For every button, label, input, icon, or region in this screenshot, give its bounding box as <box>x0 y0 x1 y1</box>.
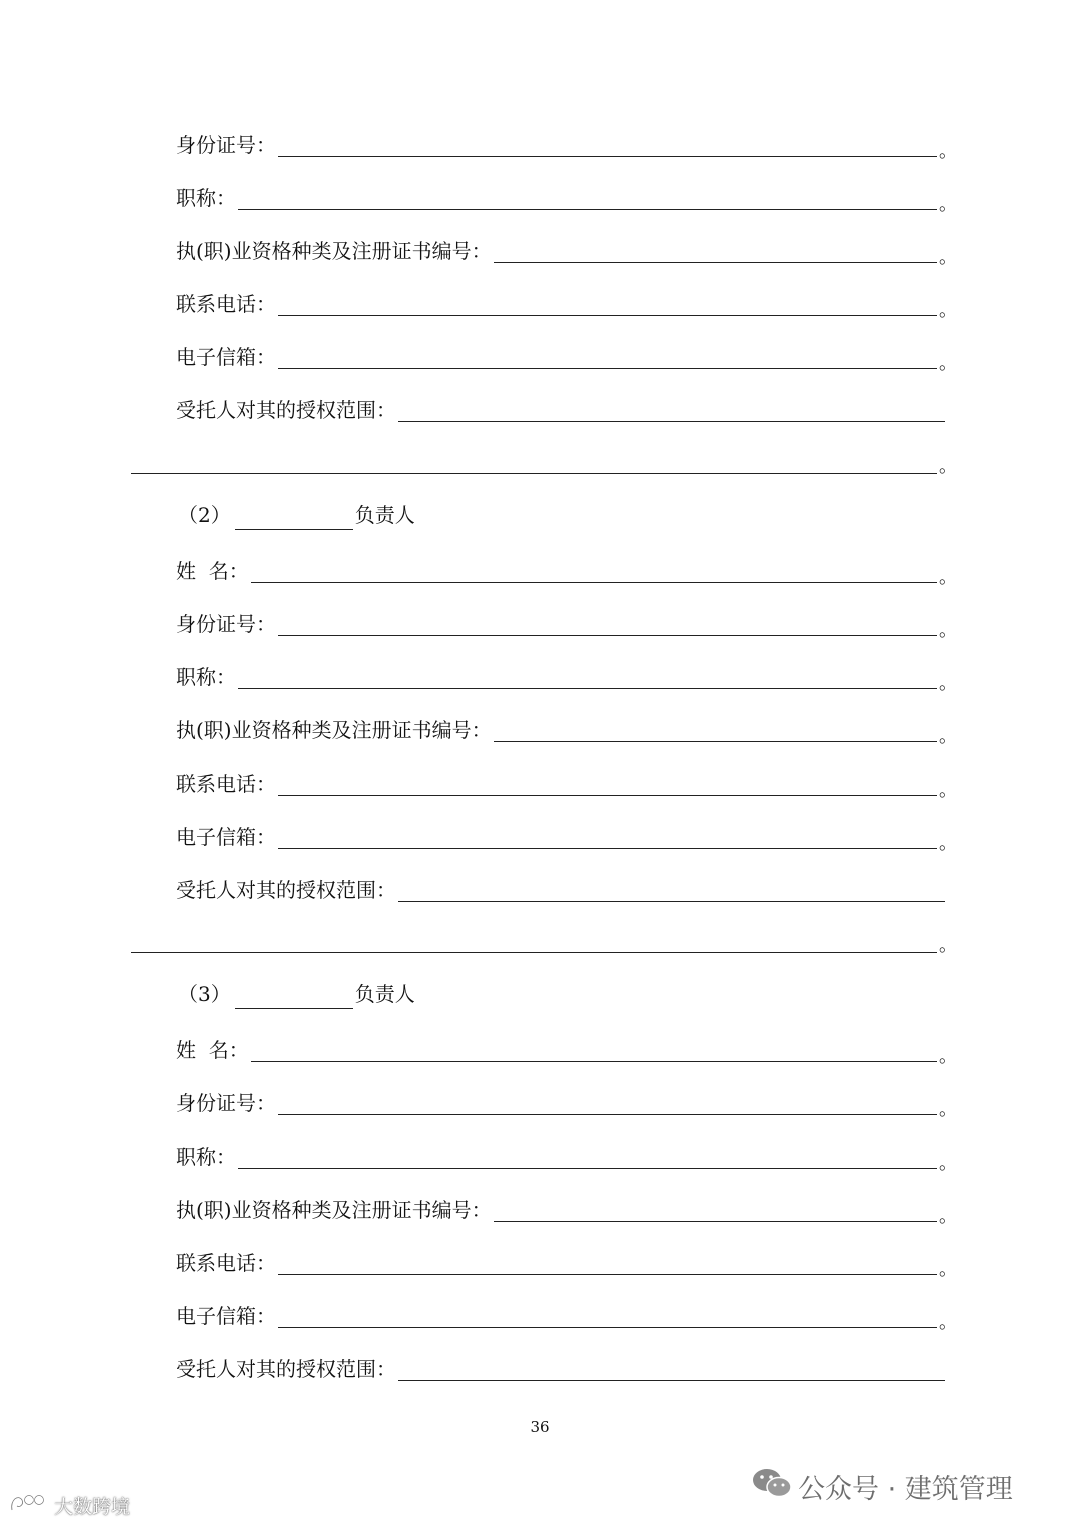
field-label: 联系电话： <box>176 1251 276 1275</box>
period: 。 <box>939 935 957 956</box>
fill-line <box>278 848 937 849</box>
fill-line <box>494 741 937 742</box>
watermark-brand-text: 大数跨境 <box>54 1496 131 1518</box>
form-field <box>176 127 957 162</box>
fill-line <box>278 315 937 316</box>
period: 。 <box>939 673 957 694</box>
form-field <box>176 1032 957 1067</box>
field-label: 受托人对其的授权范围： <box>176 878 396 902</box>
fill-line <box>131 473 937 474</box>
fill-line <box>398 421 945 422</box>
field-label: 电子信箱： <box>176 1304 276 1328</box>
continuation-line <box>131 927 957 957</box>
fill-line <box>238 1168 937 1169</box>
form-field <box>176 1298 957 1333</box>
period: 。 <box>939 726 957 747</box>
fill-line <box>494 262 937 263</box>
page-number: 36 <box>530 1418 550 1436</box>
logo-icon <box>8 1492 50 1519</box>
fill-line <box>278 1114 937 1115</box>
field-label: 职称： <box>176 1145 236 1169</box>
field-label: 职称： <box>176 665 236 689</box>
watermark-text: 公众号 · 建筑管理 <box>798 1474 1013 1505</box>
form-field <box>176 659 957 694</box>
period: 。 <box>939 247 957 268</box>
form-field <box>176 819 957 854</box>
period: 。 <box>939 300 957 321</box>
field-label: 受托人对其的授权范围： <box>176 398 396 422</box>
wechat-icon <box>752 1466 792 1507</box>
fill-line <box>235 1008 353 1009</box>
section-title: 负责人 <box>354 503 415 527</box>
form-field <box>176 1085 957 1120</box>
form-field <box>176 339 957 374</box>
field-label: 身份证号： <box>176 1091 276 1115</box>
fill-line <box>278 1327 937 1328</box>
field-label: 执(职)业资格种类及注册证书编号： <box>176 1198 492 1222</box>
fill-line <box>278 1274 937 1275</box>
form-field <box>176 1192 957 1227</box>
fill-line <box>235 529 353 530</box>
field-label: 身份证号： <box>176 612 276 636</box>
form-field <box>176 233 957 268</box>
field-label: 联系电话： <box>176 292 276 316</box>
form-field <box>176 712 957 747</box>
section-heading <box>178 979 415 1013</box>
watermark-brand <box>8 1492 130 1519</box>
period: 。 <box>939 141 957 162</box>
form-field <box>176 286 957 321</box>
period: 。 <box>939 1153 957 1174</box>
form-field <box>176 553 957 588</box>
period: 。 <box>939 567 957 588</box>
section-heading <box>178 500 415 534</box>
field-label: 联系电话： <box>176 772 276 796</box>
field-label: 执(职)业资格种类及注册证书编号： <box>176 239 492 263</box>
field-label: 姓 名： <box>176 559 249 583</box>
form-field <box>176 606 957 641</box>
watermark-wechat <box>752 1466 1013 1507</box>
fill-line <box>251 1061 937 1062</box>
fill-line <box>238 688 937 689</box>
period: 。 <box>939 833 957 854</box>
fill-line <box>398 1380 945 1381</box>
section-number: （2） <box>178 503 231 527</box>
fill-line <box>494 1221 937 1222</box>
field-label: 电子信箱： <box>176 825 276 849</box>
field-label: 执(职)业资格种类及注册证书编号： <box>176 718 492 742</box>
continuation-line <box>131 448 957 478</box>
section-title: 负责人 <box>354 982 415 1006</box>
field-label: 姓 名： <box>176 1038 249 1062</box>
form-field <box>176 872 947 906</box>
form-field <box>176 392 947 426</box>
form-field <box>176 1139 957 1174</box>
fill-line <box>278 635 937 636</box>
fill-line <box>278 156 937 157</box>
fill-line <box>398 901 945 902</box>
period: 。 <box>939 1046 957 1067</box>
field-label: 受托人对其的授权范围： <box>176 1357 396 1381</box>
form-field <box>176 766 957 801</box>
period: 。 <box>939 620 957 641</box>
field-label: 身份证号： <box>176 133 276 157</box>
fill-line <box>131 952 937 953</box>
period: 。 <box>939 1259 957 1280</box>
form-field <box>176 1351 947 1385</box>
period: 。 <box>939 1206 957 1227</box>
period: 。 <box>939 1099 957 1120</box>
fill-line <box>278 795 937 796</box>
field-label: 职称： <box>176 186 236 210</box>
field-label: 电子信箱： <box>176 345 276 369</box>
form-field <box>176 1245 957 1280</box>
period: 。 <box>939 1312 957 1333</box>
period: 。 <box>939 194 957 215</box>
fill-line <box>238 209 937 210</box>
period: 。 <box>939 353 957 374</box>
form-field <box>176 180 957 215</box>
period: 。 <box>939 780 957 801</box>
period: 。 <box>939 456 957 477</box>
section-number: （3） <box>178 982 231 1006</box>
fill-line <box>278 368 937 369</box>
fill-line <box>251 582 937 583</box>
